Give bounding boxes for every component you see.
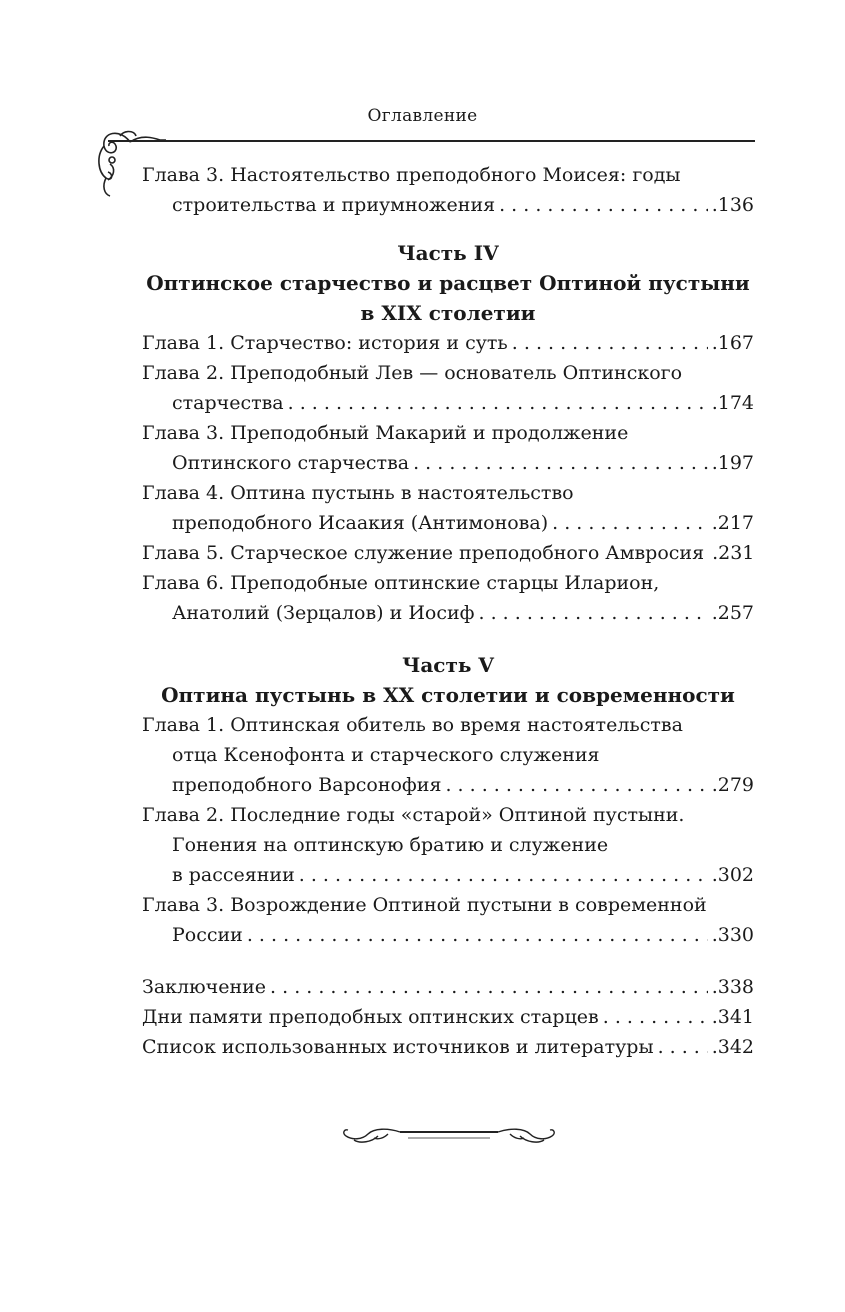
entry-text: Анатолий (Зерцалов) и Иосиф <box>172 602 475 624</box>
dot-leader <box>413 448 708 478</box>
part-5 <box>142 650 754 950</box>
entry-text: Оптинского старчества <box>172 452 410 474</box>
page-number: .279 <box>711 774 754 796</box>
entry-text: Гонения на оптинскую братию и служение <box>172 834 609 856</box>
table-of-contents <box>142 160 754 1062</box>
entry-text: Глава 1. Оптинская обитель во время настоятельства <box>142 714 683 736</box>
entry-text: Глава 3. Возрождение Оптиной пустыни в современной <box>142 894 707 916</box>
toc-entry <box>142 800 754 890</box>
entry-text: Список использованных источников и литературы <box>142 1036 654 1058</box>
page-number: .197 <box>711 452 754 474</box>
part-title: Оптинское старчество и расцвет Оптиной пустыни <box>146 271 750 295</box>
toc-entry <box>142 568 754 628</box>
dot-leader <box>479 598 708 628</box>
page-number: .217 <box>711 512 754 534</box>
page-number: .341 <box>711 1006 754 1028</box>
toc-entry <box>142 358 754 418</box>
toc-entry <box>142 710 754 800</box>
page-number: .257 <box>711 602 754 624</box>
header-rule <box>108 140 755 142</box>
toc-entry <box>142 1002 754 1032</box>
entry-text: отца Ксенофонта и старческого служения <box>172 744 600 766</box>
entry-text: преподобного Варсонофия <box>172 774 442 796</box>
toc-entry <box>142 890 754 950</box>
part-title: в XIX столетии <box>360 301 536 325</box>
dot-leader <box>270 972 708 1002</box>
toc-entry <box>142 478 754 538</box>
dot-leader <box>552 508 708 538</box>
entry-text: Заключение <box>142 976 267 998</box>
part-label: Часть V <box>402 653 494 677</box>
scroll-divider-icon <box>338 1126 560 1146</box>
page-number: .330 <box>711 924 754 946</box>
page-number: .342 <box>711 1036 754 1058</box>
entry-text: Глава 4. Оптина пустынь в настоятельство <box>142 482 574 504</box>
toc-entry <box>142 538 754 568</box>
page-number: .338 <box>711 976 754 998</box>
page-number: .167 <box>711 332 754 354</box>
dot-leader <box>445 770 707 800</box>
dot-leader <box>658 1032 708 1062</box>
entry-text: Глава 1. Старчество: история и суть <box>142 332 508 354</box>
entry-text: Глава 2. Преподобный Лев — основатель Оптинского <box>142 362 683 384</box>
dot-leader <box>288 388 708 418</box>
entry-text: Глава 3. Преподобный Макарий и продолжение <box>142 422 629 444</box>
entry-text: строительства и приумножения <box>172 194 496 216</box>
entry-text: Глава 5. Старческое служение преподобного Амвросия <box>142 542 705 564</box>
entry-text: в рассеянии <box>172 864 295 886</box>
entry-text: Глава 2. Последние годы «старой» Оптиной пустыни. <box>142 804 685 826</box>
dot-leader <box>247 920 708 950</box>
page-number: .231 <box>712 542 755 564</box>
page-number: .136 <box>711 194 754 216</box>
toc-entry <box>142 1032 754 1062</box>
entry-text: Дни памяти преподобных оптинских старцев <box>142 1006 599 1028</box>
entry-text: Глава 3. Настоятельство преподобного Моисея: годы <box>142 164 681 186</box>
dot-leader <box>299 860 708 890</box>
part-title: Оптина пустынь в XX столетии и современности <box>161 683 735 707</box>
dot-leader <box>499 190 708 220</box>
entry-text: старчества <box>172 392 284 414</box>
dot-leader <box>512 328 708 358</box>
running-head: Оглавление <box>367 106 478 126</box>
entry-text: Глава 6. Преподобные оптинские старцы Иларион, <box>142 572 660 594</box>
back-matter <box>142 972 754 1062</box>
toc-entry <box>142 418 754 478</box>
page-number: .174 <box>711 392 754 414</box>
dot-leader <box>603 1002 708 1032</box>
entry-text: России <box>172 924 243 946</box>
toc-entry <box>142 160 754 220</box>
page-number: .302 <box>711 864 754 886</box>
entry-text: преподобного Исаакия (Антимонова) <box>172 512 549 534</box>
toc-entry <box>142 328 754 358</box>
part-label: Часть IV <box>397 241 499 265</box>
part-4 <box>142 238 754 628</box>
toc-entry <box>142 972 754 1002</box>
